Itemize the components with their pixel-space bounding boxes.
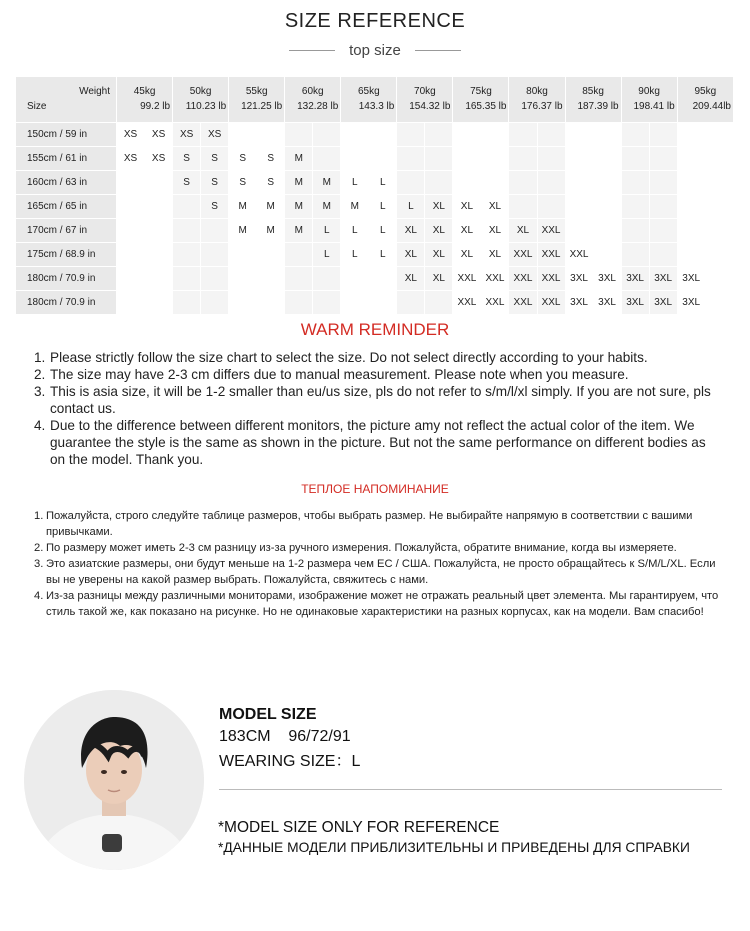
size-cell bbox=[594, 195, 622, 219]
size-cell bbox=[566, 195, 594, 219]
size-cell: 3XL bbox=[566, 267, 594, 291]
size-cell: XXL bbox=[481, 291, 509, 315]
size-cell: XL bbox=[397, 219, 425, 243]
size-cell: L bbox=[369, 171, 397, 195]
weight-header-cell bbox=[285, 77, 341, 123]
warm-reminder-title: WARM REMINDER bbox=[300, 320, 450, 339]
size-cell bbox=[173, 291, 201, 315]
size-cell: XS bbox=[173, 123, 201, 147]
size-cell bbox=[509, 123, 537, 147]
page-subtitle: top size bbox=[349, 42, 401, 59]
model-measurements bbox=[219, 728, 351, 746]
size-cell: L bbox=[341, 243, 369, 267]
size-cell: 3XL bbox=[594, 291, 622, 315]
page-title: SIZE REFERENCE bbox=[284, 10, 466, 32]
model-photo bbox=[24, 690, 204, 870]
reminder-item bbox=[34, 383, 724, 417]
size-cell: XL bbox=[481, 195, 509, 219]
subtitle-right-rule bbox=[415, 50, 461, 51]
size-cell bbox=[453, 123, 481, 147]
size-cell bbox=[594, 219, 622, 243]
weight-header-cell bbox=[173, 77, 229, 123]
height-label: 160cm / 63 in bbox=[16, 171, 117, 195]
size-cell bbox=[706, 171, 734, 195]
size-label: Size bbox=[27, 101, 47, 112]
size-cell bbox=[650, 219, 678, 243]
size-cell: 3XL bbox=[622, 291, 650, 315]
size-cell bbox=[622, 171, 650, 195]
reminder-item bbox=[34, 540, 724, 556]
size-cell bbox=[117, 195, 145, 219]
size-cell bbox=[313, 147, 341, 171]
size-cell: XXL bbox=[509, 291, 537, 315]
weight-lb: 187.39 lb bbox=[577, 101, 619, 112]
size-cell: S bbox=[173, 171, 201, 195]
size-cell bbox=[285, 123, 313, 147]
table-row bbox=[16, 171, 734, 195]
size-cell bbox=[622, 219, 650, 243]
reminder-item bbox=[34, 588, 724, 620]
size-cell: XL bbox=[425, 195, 453, 219]
size-cell: M bbox=[257, 219, 285, 243]
size-cell bbox=[594, 147, 622, 171]
size-cell bbox=[257, 243, 285, 267]
size-cell: XL bbox=[481, 243, 509, 267]
weight-kg: 70kg bbox=[414, 86, 436, 97]
size-cell: M bbox=[285, 195, 313, 219]
size-cell: XXL bbox=[538, 243, 566, 267]
size-cell bbox=[145, 195, 173, 219]
size-cell: XL bbox=[453, 219, 481, 243]
size-cell bbox=[594, 243, 622, 267]
size-cell: XXL bbox=[509, 243, 537, 267]
size-chart bbox=[16, 77, 734, 310]
size-cell bbox=[341, 123, 369, 147]
weight-kg: 55kg bbox=[245, 86, 268, 97]
model-size-title: MODEL SIZE bbox=[219, 706, 317, 723]
size-cell: XL bbox=[425, 267, 453, 291]
weight-kg: 75kg bbox=[470, 86, 492, 97]
size-cell bbox=[229, 291, 257, 315]
height-label: 170cm / 67 in bbox=[16, 219, 117, 243]
size-cell bbox=[481, 123, 509, 147]
weight-label: Weight bbox=[79, 86, 111, 97]
size-cell: M bbox=[285, 147, 313, 171]
size-cell bbox=[173, 267, 201, 291]
size-cell bbox=[566, 147, 594, 171]
size-cell bbox=[341, 291, 369, 315]
weight-lb: 110.23 lb bbox=[185, 101, 227, 112]
size-cell bbox=[285, 291, 313, 315]
weight-header-cell bbox=[397, 77, 453, 123]
size-cell: L bbox=[369, 243, 397, 267]
size-cell: S bbox=[257, 147, 285, 171]
size-cell bbox=[453, 147, 481, 171]
size-cell bbox=[369, 147, 397, 171]
size-cell bbox=[622, 123, 650, 147]
size-cell bbox=[285, 267, 313, 291]
height-label: 180cm / 70.9 in bbox=[16, 291, 117, 315]
size-cell bbox=[201, 219, 229, 243]
size-cell: S bbox=[201, 171, 229, 195]
table-row bbox=[16, 291, 734, 315]
size-cell bbox=[313, 291, 341, 315]
size-cell bbox=[257, 267, 285, 291]
size-cell: S bbox=[201, 195, 229, 219]
size-cell bbox=[481, 171, 509, 195]
subtitle-row bbox=[0, 42, 750, 59]
weight-header-cell bbox=[453, 77, 509, 123]
size-cell bbox=[678, 195, 706, 219]
item-number: 4. bbox=[34, 590, 44, 602]
size-cell: S bbox=[201, 147, 229, 171]
size-cell bbox=[229, 123, 257, 147]
item-number: 2. bbox=[34, 542, 44, 554]
size-cell: XL bbox=[425, 243, 453, 267]
size-cell bbox=[425, 147, 453, 171]
size-cell bbox=[650, 195, 678, 219]
size-cell: XL bbox=[397, 267, 425, 291]
size-cell bbox=[538, 171, 566, 195]
size-cell: XXL bbox=[538, 267, 566, 291]
model-bwh: 96/72/91 bbox=[288, 728, 351, 745]
size-cell: L bbox=[341, 219, 369, 243]
size-cell bbox=[622, 147, 650, 171]
model-wearing-size: WEARING SIZE：L bbox=[219, 753, 361, 770]
size-cell: M bbox=[285, 219, 313, 243]
size-cell bbox=[650, 171, 678, 195]
size-cell: XS bbox=[117, 147, 145, 171]
size-cell bbox=[706, 267, 734, 291]
item-text: The size may have 2-3 cm differs due to manual measurement. Please note when you measure. bbox=[50, 367, 629, 382]
size-cell: XL bbox=[509, 219, 537, 243]
height-label: 165cm / 65 in bbox=[16, 195, 117, 219]
table-row bbox=[16, 123, 734, 147]
size-cell bbox=[706, 243, 734, 267]
size-cell: L bbox=[313, 219, 341, 243]
size-cell bbox=[173, 195, 201, 219]
size-cell: M bbox=[229, 219, 257, 243]
size-cell bbox=[538, 123, 566, 147]
size-cell bbox=[566, 171, 594, 195]
reminder-item bbox=[34, 349, 724, 366]
size-cell: XXL bbox=[509, 267, 537, 291]
size-cell bbox=[650, 147, 678, 171]
table-row bbox=[16, 195, 734, 219]
weight-header-cell bbox=[566, 77, 622, 123]
item-text: Из-за разницы между различными мониторами, изображение может не отражать реальный цвет элемента. Мы гарантируем, что стиль такой же, как показано на рисунке. Но не одинаковые характеристики на разных корпусах, как на модели. Вам спасибо! bbox=[46, 590, 719, 618]
model-photo-illustration bbox=[24, 690, 204, 870]
size-cell bbox=[117, 219, 145, 243]
size-cell bbox=[397, 123, 425, 147]
size-cell bbox=[566, 123, 594, 147]
subtitle-left-rule bbox=[289, 50, 335, 51]
weight-header-cell bbox=[117, 77, 173, 123]
size-cell: M bbox=[285, 171, 313, 195]
weight-kg: 65kg bbox=[357, 86, 380, 97]
size-cell bbox=[425, 171, 453, 195]
model-note-en: *MODEL SIZE ONLY FOR REFERENCE bbox=[218, 819, 500, 836]
size-cell: M bbox=[257, 195, 285, 219]
reminder-item bbox=[34, 508, 724, 540]
weight-lb: 154.32 lb bbox=[409, 101, 451, 112]
size-cell: L bbox=[313, 243, 341, 267]
size-cell bbox=[201, 267, 229, 291]
size-cell bbox=[313, 267, 341, 291]
height-label: 175cm / 68.9 in bbox=[16, 243, 117, 267]
size-cell bbox=[509, 195, 537, 219]
size-cell: L bbox=[341, 171, 369, 195]
size-cell: S bbox=[173, 147, 201, 171]
item-number: 4. bbox=[34, 418, 46, 433]
size-cell: S bbox=[229, 147, 257, 171]
size-cell bbox=[678, 147, 706, 171]
size-cell bbox=[650, 123, 678, 147]
size-cell bbox=[201, 291, 229, 315]
size-cell bbox=[650, 243, 678, 267]
size-cell bbox=[509, 147, 537, 171]
size-cell bbox=[313, 123, 341, 147]
size-cell: S bbox=[257, 171, 285, 195]
reminder-list-ru bbox=[34, 508, 724, 620]
size-cell bbox=[622, 195, 650, 219]
size-cell bbox=[594, 171, 622, 195]
size-cell: XXL bbox=[453, 267, 481, 291]
model-divider bbox=[219, 789, 722, 790]
size-cell: M bbox=[313, 171, 341, 195]
size-cell bbox=[285, 243, 313, 267]
size-cell bbox=[145, 243, 173, 267]
size-cell: XXL bbox=[481, 267, 509, 291]
size-cell: S bbox=[229, 171, 257, 195]
weight-header-cell bbox=[229, 77, 285, 123]
size-cell bbox=[201, 243, 229, 267]
reminder-item bbox=[34, 366, 724, 383]
table-row bbox=[16, 147, 734, 171]
size-cell: XL bbox=[397, 243, 425, 267]
size-cell bbox=[538, 195, 566, 219]
model-note-ru: *ДАННЫЕ МОДЕЛИ ПРИБЛИЗИТЕЛЬНЫ И ПРИВЕДЕНЫ ДЛЯ СПРАВКИ bbox=[218, 840, 690, 855]
size-cell bbox=[481, 147, 509, 171]
table-row bbox=[16, 219, 734, 243]
size-cell bbox=[369, 123, 397, 147]
size-cell: XXL bbox=[538, 291, 566, 315]
weight-header-cell bbox=[678, 77, 734, 123]
reminder-list-en bbox=[34, 349, 724, 468]
table-row bbox=[16, 267, 734, 291]
size-cell: XL bbox=[481, 219, 509, 243]
size-cell bbox=[369, 267, 397, 291]
size-cell bbox=[425, 123, 453, 147]
height-label: 150cm / 59 in bbox=[16, 123, 117, 147]
weight-kg: 50kg bbox=[189, 86, 212, 97]
weight-lb: 121.25 lb bbox=[241, 101, 283, 112]
weight-kg: 45kg bbox=[133, 86, 156, 97]
size-cell bbox=[706, 123, 734, 147]
size-cell bbox=[622, 243, 650, 267]
size-cell: XS bbox=[201, 123, 229, 147]
item-text: Please strictly follow the size chart to select the size. Do not select directly according to your habits. bbox=[50, 350, 648, 365]
size-cell bbox=[706, 219, 734, 243]
warm-reminder-title-ru: ТЕПЛОЕ НАПОМИНАНИЕ bbox=[301, 482, 449, 496]
reminder-item bbox=[34, 417, 724, 468]
size-cell bbox=[145, 171, 173, 195]
size-cell bbox=[257, 123, 285, 147]
size-cell bbox=[397, 291, 425, 315]
size-cell: L bbox=[369, 195, 397, 219]
weight-lb: 198.41 lb bbox=[633, 101, 675, 112]
size-cell: 3XL bbox=[678, 267, 706, 291]
size-cell bbox=[117, 243, 145, 267]
size-cell: 3XL bbox=[622, 267, 650, 291]
size-cell bbox=[369, 291, 397, 315]
size-cell: XL bbox=[425, 219, 453, 243]
size-cell bbox=[117, 171, 145, 195]
table-row bbox=[16, 243, 734, 267]
size-cell: 3XL bbox=[594, 267, 622, 291]
size-cell: XL bbox=[453, 243, 481, 267]
size-cell: 3XL bbox=[650, 267, 678, 291]
size-cell bbox=[341, 147, 369, 171]
weight-kg: 90kg bbox=[638, 86, 660, 97]
size-cell bbox=[453, 171, 481, 195]
size-cell bbox=[594, 123, 622, 147]
size-cell bbox=[257, 291, 285, 315]
size-cell: XS bbox=[145, 147, 173, 171]
size-cell bbox=[145, 219, 173, 243]
size-cell bbox=[706, 291, 734, 315]
size-cell: XS bbox=[145, 123, 173, 147]
item-text: Пожалуйста, строго следуйте таблице размеров, чтобы выбрать размер. Не выбирайте напрямую в соответствии с вашими привычками. bbox=[46, 510, 693, 538]
size-table bbox=[16, 77, 734, 315]
item-text: По размеру может иметь 2-3 см разницу из-за ручного измерения. Пожалуйста, обратите внимание, когда вы измеряете. bbox=[46, 542, 677, 554]
weight-header-cell bbox=[622, 77, 678, 123]
item-text: Due to the difference between different monitors, the picture amy not reflect the actual color of the item. We guarantee the style is the same as shown in the picture. But not the same performance on different bodies as on the model. Thank you. bbox=[50, 418, 706, 467]
size-cell bbox=[229, 243, 257, 267]
weight-header-cell bbox=[341, 77, 397, 123]
weight-lb: 165.35 lb bbox=[465, 101, 507, 112]
size-cell bbox=[117, 291, 145, 315]
size-cell bbox=[341, 267, 369, 291]
weight-header-row bbox=[16, 77, 734, 123]
corner-header bbox=[16, 77, 117, 123]
weight-lb: 176.37 lb bbox=[521, 101, 563, 112]
size-cell bbox=[678, 243, 706, 267]
weight-lb: 132.28 lb bbox=[297, 101, 339, 112]
weight-lb: 99.2 lb bbox=[140, 101, 171, 112]
reminder-item bbox=[34, 556, 724, 588]
size-cell: M bbox=[341, 195, 369, 219]
weight-lb: 209.44lb bbox=[692, 101, 731, 112]
size-cell: XXL bbox=[453, 291, 481, 315]
size-cell bbox=[397, 147, 425, 171]
size-cell: L bbox=[397, 195, 425, 219]
size-cell bbox=[706, 147, 734, 171]
item-number: 1. bbox=[34, 350, 46, 365]
size-cell bbox=[678, 171, 706, 195]
item-number: 3. bbox=[34, 384, 46, 399]
size-cell bbox=[509, 171, 537, 195]
size-cell: XS bbox=[117, 123, 145, 147]
weight-kg: 80kg bbox=[526, 86, 548, 97]
size-cell bbox=[678, 219, 706, 243]
item-text: Это азиатские размеры, они будут меньше на 1-2 размера чем ЕС / США. Пожалуйста, не просто обращайтесь к S/M/L/XL. Если вы не уверены на какой размер выбрать. Пожалуйста, свяжитесь с нами. bbox=[46, 558, 716, 586]
size-cell bbox=[566, 219, 594, 243]
size-cell: 3XL bbox=[650, 291, 678, 315]
size-cell: XXL bbox=[566, 243, 594, 267]
size-cell bbox=[173, 243, 201, 267]
item-text: This is asia size, it will be 1-2 smaller than eu/us size, pls do not refer to s/m/l/xl simply. If you are not sure, pls contact us. bbox=[50, 384, 711, 416]
size-cell bbox=[117, 267, 145, 291]
size-cell bbox=[678, 123, 706, 147]
size-cell bbox=[538, 147, 566, 171]
size-cell bbox=[229, 267, 257, 291]
item-number: 1. bbox=[34, 510, 44, 522]
size-cell: 3XL bbox=[566, 291, 594, 315]
size-cell bbox=[173, 219, 201, 243]
size-cell: 3XL bbox=[678, 291, 706, 315]
size-cell: M bbox=[313, 195, 341, 219]
item-number: 3. bbox=[34, 558, 44, 570]
size-cell bbox=[145, 267, 173, 291]
size-cell bbox=[397, 171, 425, 195]
size-cell: M bbox=[229, 195, 257, 219]
item-number: 2. bbox=[34, 367, 46, 382]
weight-header-cell bbox=[509, 77, 565, 123]
size-cell bbox=[706, 195, 734, 219]
size-cell bbox=[425, 291, 453, 315]
weight-kg: 60kg bbox=[301, 86, 324, 97]
size-cell: XXL bbox=[538, 219, 566, 243]
size-cell: L bbox=[369, 219, 397, 243]
height-label: 180cm / 70.9 in bbox=[16, 267, 117, 291]
weight-kg: 85kg bbox=[582, 86, 604, 97]
size-cell: XL bbox=[453, 195, 481, 219]
size-cell bbox=[145, 291, 173, 315]
weight-kg: 95kg bbox=[694, 86, 717, 97]
weight-lb: 143.3 lb bbox=[358, 101, 395, 112]
height-label: 155cm / 61 in bbox=[16, 147, 117, 171]
model-height: 183CM bbox=[219, 728, 271, 745]
